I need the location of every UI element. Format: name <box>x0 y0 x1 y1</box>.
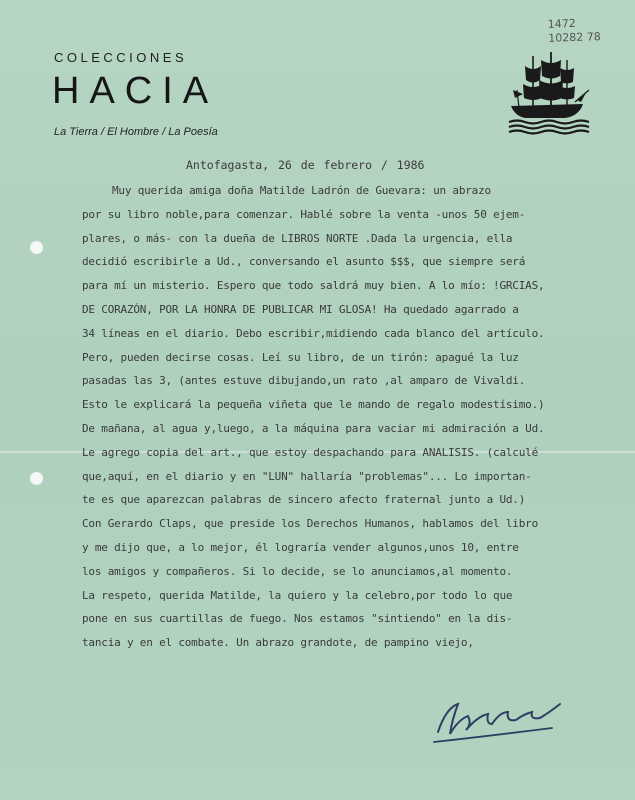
ship-logo-icon <box>503 50 591 138</box>
letter-line: DE CORAZÓN, POR LA HONRA DE PUBLICAR MI GLOSA! Ha quedado agarrado a <box>82 302 519 316</box>
letter-dateline: Antofagasta, 26 de febrero / 1986 <box>186 158 425 172</box>
handwritten-signature-icon <box>428 690 578 750</box>
letter-line: y me dijo que, a lo mejor, él lograría vender algunos,unos 10, entre <box>82 540 519 554</box>
punch-hole-bottom <box>30 472 43 485</box>
letter-line: que,aquí, en el diario y en "LUN" hallaría "problemas"... Lo importan- <box>82 469 532 483</box>
letter-line: Esto le explicará la pequeña viñeta que le mando de regalo modestísimo.) <box>82 398 545 412</box>
letter-line: pone en sus cuartillas de fuego. Nos estamos "sintiendo" en la dis- <box>82 612 513 626</box>
letterhead-tagline: La Tierra / El Hombre / La Poesía <box>54 126 218 138</box>
letter-line: Con Gerardo Claps, que preside los Derechos Humanos, hablamos del libro <box>82 517 539 531</box>
letter-line: Pero, pueden decirse cosas. Leí su libro, de un tirón: apagué la luz <box>82 350 519 364</box>
letter-line: los amigos y compañeros. Si lo decide, se lo anunciamos,al momento. <box>82 564 513 578</box>
punch-hole-top <box>30 241 43 254</box>
letterhead-collection-label: COLECCIONES <box>54 50 188 65</box>
letter-line: por su libro noble,para comenzar. Hablé sobre la venta -unos 50 ejem- <box>82 207 526 221</box>
letter-line: pasadas las 3, (antes estuve dibujando,un rato ,al amparo de Vivaldi. <box>82 374 526 388</box>
letter-line: La respeto, querida Matilde, la quiero y la celebro,por todo lo que <box>82 588 513 602</box>
letter-line: tancia y en el combate. Un abrazo grandote, de pampino viejo, <box>82 636 474 650</box>
archive-marks <box>548 16 601 46</box>
letter-line: para mí un misterio. Espero que todo saldrá muy bien. A lo mío: !GRCIAS, <box>82 279 545 293</box>
archive-mark-1: 1472 <box>547 16 576 31</box>
letter-line: De mañana, al agua y,luego, a la máquina para vaciar mi admiración a Ud. <box>82 421 545 435</box>
letter-line: Le agrego copia del art., que estoy despachando para ANALISIS. (calculé <box>82 445 539 459</box>
letter-line: te es que aparezcan palabras de sincero afecto fraternal junto a Ud.) <box>82 493 526 507</box>
letterhead-brand: HACIA <box>52 70 219 112</box>
letter-line: Muy querida amiga doña Matilde Ladrón de Guevara: un abrazo <box>112 184 491 197</box>
letter-line: 34 líneas en el diario. Debo escribir,midiendo cada blanco del artículo. <box>82 326 545 340</box>
letter-line: decidió escribirle a Ud., conversando el asunto $$$, que siempre será <box>82 255 526 269</box>
letter-line: plares, o más- con la dueña de LIBROS NORTE .Dada la urgencia, ella <box>82 231 513 245</box>
archive-mark-2: 10282 78 <box>548 30 601 45</box>
letter-body <box>82 184 617 660</box>
